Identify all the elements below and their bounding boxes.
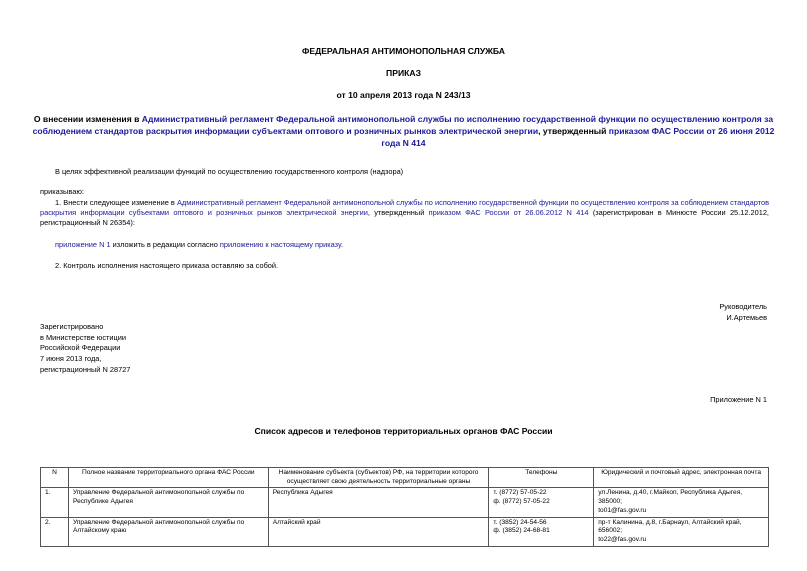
email-line: to22@fas.gov.ru — [598, 535, 647, 543]
header-num: N — [41, 468, 69, 488]
address-line: пр-т Калинина, д.8, г.Барнаул, Алтайский край, 656002; — [598, 518, 742, 535]
table-row — [41, 488, 769, 517]
registration-line: Зарегистрировано — [40, 322, 104, 331]
header-phones: Телефоны — [489, 468, 594, 488]
order-word: приказываю: — [40, 187, 84, 196]
cell-address — [594, 517, 769, 546]
item-1-paragraph — [40, 198, 769, 228]
subitem-paragraph — [55, 240, 769, 250]
agency-heading: ФЕДЕРАЛЬНАЯ АНТИМОНОПОЛЬНАЯ СЛУЖБА — [302, 46, 505, 56]
fax-line: ф. (8772) 57-05-22 — [493, 498, 550, 506]
cell-name: Управление Федеральной антимонопольной службы по Алтайскому краю — [68, 517, 268, 546]
signature-role: Руководитель — [719, 302, 767, 311]
registration-block — [40, 322, 130, 376]
email-line: to01@fas.gov.ru — [598, 506, 647, 514]
item-1-regulation-link[interactable]: Административный регламент Федеральной антимонопольной службы по исполнению государственной функции по осуществлению контроля за соблюдением стандартов раскрытия информации субъектами оптового и розничных рынков электрической энергии — [40, 198, 770, 217]
addresses-table — [40, 467, 769, 547]
cell-phones — [489, 488, 594, 517]
header-subject: Наименование субъекта (субъектов) РФ, на территории которого осуществляет свою деятельность территориальные органы — [268, 468, 489, 488]
cell-num: 1. — [41, 488, 69, 517]
appendix-reference-link[interactable]: приложению к настоящему приказу — [219, 240, 341, 249]
phone-line: т. (8772) 57-05-22 — [493, 489, 547, 497]
cell-name: Управление Федеральной антимонопольной службы по Республике Адыгея — [68, 488, 268, 517]
registration-line: регистрационный N 28727 — [40, 364, 131, 374]
doc-type-heading: ПРИКАЗ — [386, 68, 421, 78]
signature-name: И.Артемьев — [726, 313, 767, 323]
title-order-link[interactable]: приказом ФАС России от 26 июня 2012 года N 414 — [381, 125, 775, 148]
cell-address — [594, 488, 769, 517]
item-2-paragraph: 2. Контроль исполнения настоящего приказа оставляю за собой. — [55, 261, 279, 270]
item-1-suffix: (зарегистрирован в Минюсте России 25.12.2012, регистрационный N 26354): — [40, 207, 769, 227]
list-title: Список адресов и телефонов территориальных органов ФАС России — [254, 426, 553, 436]
title-middle: , утвержденный — [538, 125, 609, 136]
cell-num: 2. — [41, 517, 69, 546]
table-header-row — [41, 468, 769, 488]
title-prefix: О внесении изменения в — [33, 114, 142, 124]
subitem-mid: изложить в редакции согласно — [110, 240, 220, 249]
signature-block — [719, 301, 767, 323]
cell-subject: Республика Адыгея — [268, 488, 489, 517]
document-title — [30, 114, 777, 150]
subitem-end: . — [340, 240, 344, 249]
date-number-heading: от 10 апреля 2013 года N 243/13 — [336, 90, 471, 100]
phone-line: т. (3852) 24-54-56 — [493, 518, 547, 526]
fax-line: ф. (3852) 24-68-81 — [493, 527, 550, 535]
registration-line: Российской Федерации — [40, 343, 121, 353]
appendix-label: Приложение N 1 — [710, 395, 767, 404]
item-1-mid: , утвержденный — [367, 207, 429, 217]
appendix-1-link[interactable]: приложение N 1 — [55, 240, 111, 249]
header-address: Юридический и почтовый адрес, электронная почта — [594, 468, 769, 488]
header-name: Полное название территориального органа ФАС России — [68, 468, 268, 488]
address-line: ул.Ленина, д.40, г.Майкоп, Республика Адыгея, 385000; — [598, 489, 743, 506]
cell-phones — [489, 517, 594, 546]
item-1-prefix: 1. Внести следующее изменение в — [55, 198, 177, 207]
registration-line: 7 июня 2013 года, — [40, 354, 102, 364]
table-row — [41, 517, 769, 546]
intro-paragraph: В целях эффективной реализации функций по осуществлению государственного контроля (надзора) — [55, 167, 404, 176]
item-1-order-link[interactable]: приказом ФАС России от 26.06.2012 N 414 — [428, 207, 589, 217]
title-regulation-link[interactable]: Административный регламент Федеральной антимонопольной службы по исполнению государственной функции по осуществлению контроля за соблюдением стандартов раскрытия информации субъектами оптового и розничных рынков электрической энергии — [32, 114, 774, 136]
cell-subject: Алтайский край — [268, 517, 489, 546]
registration-line: в Министерстве юстиции — [40, 332, 127, 342]
